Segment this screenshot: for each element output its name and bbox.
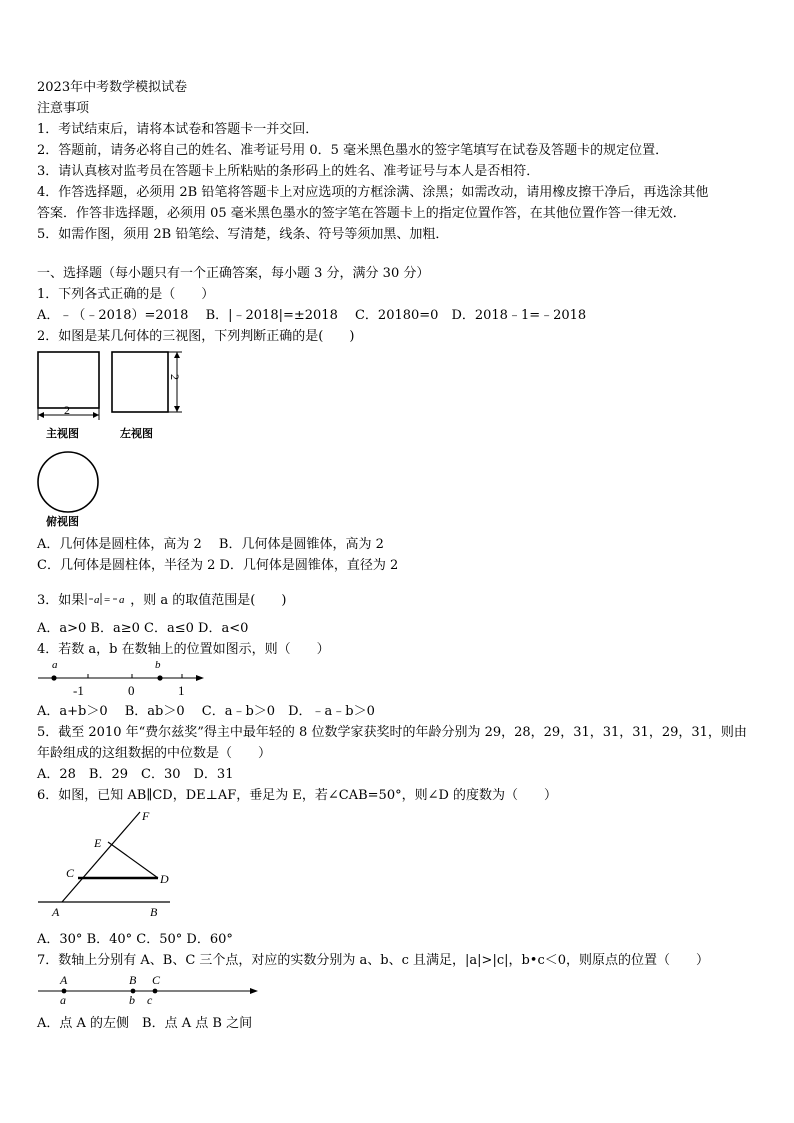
notice-item: 1．考试结束后，请将本试卷和答题卡一并交回． [37, 122, 319, 137]
q5-stem-line1: 5．截至 2010 年“费尔兹奖”得主中最年轻的 8 位数学家获奖时的年龄分别为 29，28，29，31，31，31，29，31，则由 [37, 725, 747, 740]
q5-stem-line2: 年龄组成的这组数据的中位数是（ ） [37, 746, 272, 761]
point-b [157, 675, 162, 680]
q1-options: A．﹣（﹣2018）=2018 B．|﹣2018|=±2018 C．20180=0 D．2018﹣1=﹣2018 [37, 308, 587, 323]
q3-stem-suffix: ，则 a 的取值范围是( ) [130, 593, 287, 608]
exam-title: 2023年中考数学模拟试卷 [37, 80, 188, 95]
label-B: B [150, 905, 158, 919]
axis-arrow-icon [250, 988, 258, 994]
notice-item: 4．作答选择题，必须用 2B 铅笔将答题卡上对应选项的方框涂满、涂黑；如需改动，请用橡皮擦干净后，再选涂其他 [37, 185, 709, 200]
label-B: B [129, 973, 137, 987]
label-C: C [152, 973, 161, 987]
q2-options-line2: C．几何体是圆柱体，半径为 2 D．几何体是圆锥体，直径为 2 [37, 558, 399, 573]
q7-stem: 7．数轴上分别有 A、B、C 三个点，对应的实数分别为 a、b、c 且满足，|a|>|c|，b•c＜0，则原点的位置（ ） [37, 953, 710, 968]
label-b: b [129, 993, 135, 1007]
axis-arrow-icon [196, 675, 204, 681]
line-DE [108, 842, 158, 878]
q2-three-views-figure [34, 348, 194, 528]
label-A: A [52, 905, 60, 919]
notice-heading: 注意事项 [37, 101, 90, 116]
label-F: F [142, 809, 150, 823]
front-view-label: 主视图 [46, 428, 79, 440]
q4-number-line-figure [36, 658, 206, 700]
q3-math-expression [84, 591, 130, 607]
point-a [51, 675, 56, 680]
point-C [153, 989, 158, 994]
q2-options-line1: A．几何体是圆柱体，高为 2 B．几何体是圆锥体，高为 2 [37, 537, 384, 552]
svg-text:=: = [104, 594, 111, 606]
width-dimension-label: 2 [64, 403, 70, 417]
label-a: a [60, 993, 66, 1007]
label-D: D [160, 872, 169, 886]
q4-stem: 4．若数 a，b 在数轴上的位置如图示，则（ ） [37, 642, 330, 657]
q6-geometry-figure [36, 806, 176, 924]
q6-options: A．30° B．40° C．50° D．60° [37, 932, 233, 947]
label-E: E [94, 836, 102, 850]
q3-stem-prefix: 3．如果 [37, 593, 85, 608]
top-view-label: 俯视图 [46, 516, 79, 528]
side-view-label: 左视图 [120, 428, 153, 440]
height-dimension-label: 2 [168, 374, 182, 380]
notice-item: 答案．作答非选择题，必须用 05 毫米黑色墨水的签字笔在答题卡上的指定位置作答，在其他位置作答一律无效． [37, 206, 686, 221]
side-view-rect [112, 352, 168, 412]
q7-number-line-figure [36, 972, 262, 1008]
svg-text:a: a [94, 594, 100, 606]
tick-label-neg1: -1 [73, 683, 84, 698]
q5-options: A．28 B．29 C．30 D．31 [37, 767, 234, 782]
notice-item: 5．如需作图，须用 2B 铅笔绘、写清楚，线条、符号等须加黑、加粗． [37, 227, 449, 242]
label-A: A [60, 973, 68, 987]
label-a: a [52, 659, 58, 671]
q1-stem: 1．下列各式正确的是（ ） [37, 287, 215, 302]
q7-options: A．点 A 的左侧 B．点 A 点 B 之间 [37, 1016, 253, 1031]
label-c: c [147, 993, 153, 1007]
label-b: b [155, 659, 161, 671]
top-view-circle [38, 452, 98, 512]
q4-options: A．a+b＞0 B．ab＞0 C．a﹣b＞0 D．﹣a﹣b＞0 [37, 704, 375, 719]
notice-item: 3．请认真核对监考员在答题卡上所粘贴的条形码上的姓名、准考证号与本人是否相符． [37, 164, 540, 179]
q2-stem: 2．如图是某几何体的三视图，下列判断正确的是( ) [37, 329, 355, 344]
tick-label-1: 1 [178, 683, 185, 698]
q6-stem: 6．如图，已知 AB∥CD，DE⊥AF，垂足为 E，若∠CAB=50°，则∠D 的度数为（ ） [37, 788, 558, 803]
tick-label-0: 0 [128, 683, 135, 698]
q3-options: A．a>0 B．a≥0 C．a≤0 D．a<0 [37, 621, 249, 636]
section-heading: 一、选择题（每小题只有一个正确答案，每小题 3 分，满分 30 分） [37, 266, 430, 281]
svg-text:a: a [119, 594, 125, 606]
notice-item: 2．答题前，请务必将自己的姓名、准考证号用 0．5 毫米黑色墨水的签字笔填写在试卷及答题卡的规定位置． [37, 143, 669, 158]
q3-stem [37, 591, 286, 609]
label-C: C [66, 866, 75, 880]
front-view-rect [38, 352, 99, 408]
